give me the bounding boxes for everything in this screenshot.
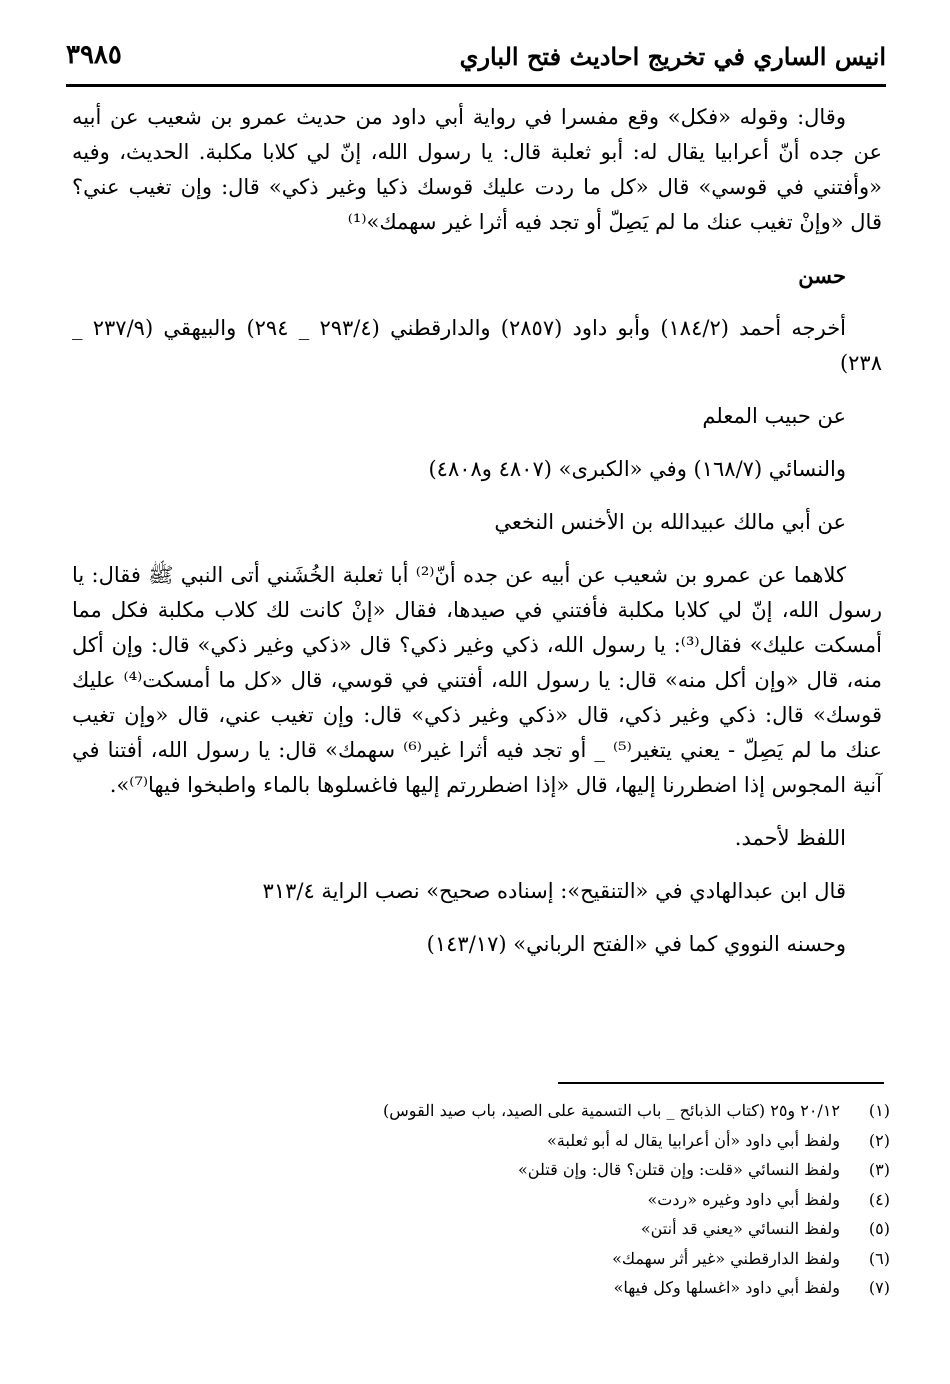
footnote-number: (٤) [868, 1189, 890, 1209]
footnote-text: ولفظ أبي داود وغيره «ردت» [647, 1189, 840, 1209]
footnote-text: ولفظ الدارقطني «غير أثر سهمك» [612, 1248, 840, 1268]
footnote-separator [558, 1082, 884, 1084]
footnote-number: (٧) [868, 1278, 890, 1297]
grade-label: حسن [798, 263, 846, 288]
footnote-item [66, 1126, 890, 1156]
footnotes [66, 1096, 890, 1303]
footnote-number: (١) [868, 1101, 890, 1120]
paragraph-hadith-text: كلاهما عن عمرو بن شعيب عن أبيه عن جده أنّ⁽²⁾ أبا ثعلبة الخُشَني أتى النبي ﷺ فقال: يا رسول الله، إنّ لي كلابا مكلبة فأفتني في صيدها، فقال «إنْ كانت لك كلاب مكلبة فكل مما أمسكت عليك» فقال⁽³⁾: يا رسول الله، ذكي وغير ذكي؟ قال «ذكي وغير ذكي» قال: وإن أكل منه، قال «وإن أكل منه» قال: يا رسول الله، أفتني في قوسي، قال «كل ما أمسكت⁽⁴⁾ عليك قوسك» قال: ذكي وغير ذكي، قال «ذكي وغير ذكي» قال: وإن تغيب عني، قال «وإن تغيب عنك ما لم يَصِلّ - يعني يتغير⁽⁵⁾ _ أو تجد فيه أثرا غير⁽⁶⁾ سهمك» قال: يا رسول الله، أفتنا في آنية المجوس إذا اضطررنا إليها، قال «إذا اضطررتم إليها فاغسلوها بالماء واطبخوا فيها⁽⁷⁾». [72, 563, 882, 797]
footnote-text: ولفظ النسائي «يعني قد أنتن» [640, 1219, 840, 1238]
footnote-number: (٥) [868, 1219, 890, 1238]
footnote-text: ولفظ أبي داود «أن أعرابيا يقال له أبو ثعلبة» [547, 1130, 840, 1150]
paragraph-wording: اللفظ لأحمد. [734, 826, 846, 850]
footnote-item [66, 1185, 890, 1215]
paragraph-nawawi: وحسنه النووي كما في «الفتح الرباني» (١٤٣/١٧) [426, 932, 846, 956]
main-text [72, 100, 882, 962]
footnote-number: (٢) [868, 1130, 890, 1150]
page-number: ٣٩٨٥ [66, 40, 122, 70]
paragraph-narrator-1: عن حبيب المعلم [702, 404, 846, 428]
footnote-item [66, 1096, 890, 1126]
footnote-text: ولفظ أبي داود «اغسلها وكل فيها» [613, 1278, 840, 1297]
footnote-item [66, 1244, 890, 1274]
paragraph-narrator-2: عن أبي مالك عبيدالله بن الأخنس النخعي [494, 510, 846, 534]
footnote-text: ٢٠/١٢ و٢٥ (كتاب الذبائح _ باب التسمية على الصيد، باب صيد القوس) [383, 1101, 840, 1120]
footnote-item [66, 1214, 890, 1244]
footnote-number: (٦) [868, 1248, 890, 1268]
footnote-number: (٣) [868, 1160, 890, 1179]
page-header [66, 38, 886, 87]
paragraph-takhrij: أخرجه أحمد (١٨٤/٢) وأبو داود (٢٨٥٧) والدارقطني (٢٩٣/٤ _ ٢٩٤) والبيهقي (٢٣٧/٩ _ ٢٣٨) [72, 316, 882, 375]
footnote-item [66, 1155, 890, 1185]
footnote-item [66, 1273, 890, 1303]
paragraph-isnad-grade: قال ابن عبدالهادي في «التنقيح»: إسناده صحيح» نصب الراية ٣١٣/٤ [262, 879, 846, 903]
footnote-text: ولفظ النسائي «قلت: وإن قتلن؟ قال: وإن قتلن» [518, 1160, 840, 1179]
running-title: انيس الساري في تخريج احاديث فتح الباري [459, 42, 886, 71]
paragraph-commentary: وقال: وقوله «فكل» وقع مفسرا في رواية أبي داود من حديث عمرو بن شعيب عن أبيه عن جده أنّ أعرابيا يقال له: أبو ثعلبة قال: يا رسول الله، إنّ لي كلابا مكلبة. الحديث، وفيه «وأفتني في قوسي» قال «كل ما ردت عليك قوسك ذكيا وغير ذكي» قال: وإن تغيب عني؟ قال «وإنْ تغيب عنك ما لم يَصِلّ أو تجد فيه أثرا غير سهمك»⁽¹⁾ [72, 105, 882, 234]
paragraph-nasai: والنسائي (١٦٨/٧) وفي «الكبرى» (٤٨٠٧ و٤٨٠٨) [428, 457, 846, 481]
